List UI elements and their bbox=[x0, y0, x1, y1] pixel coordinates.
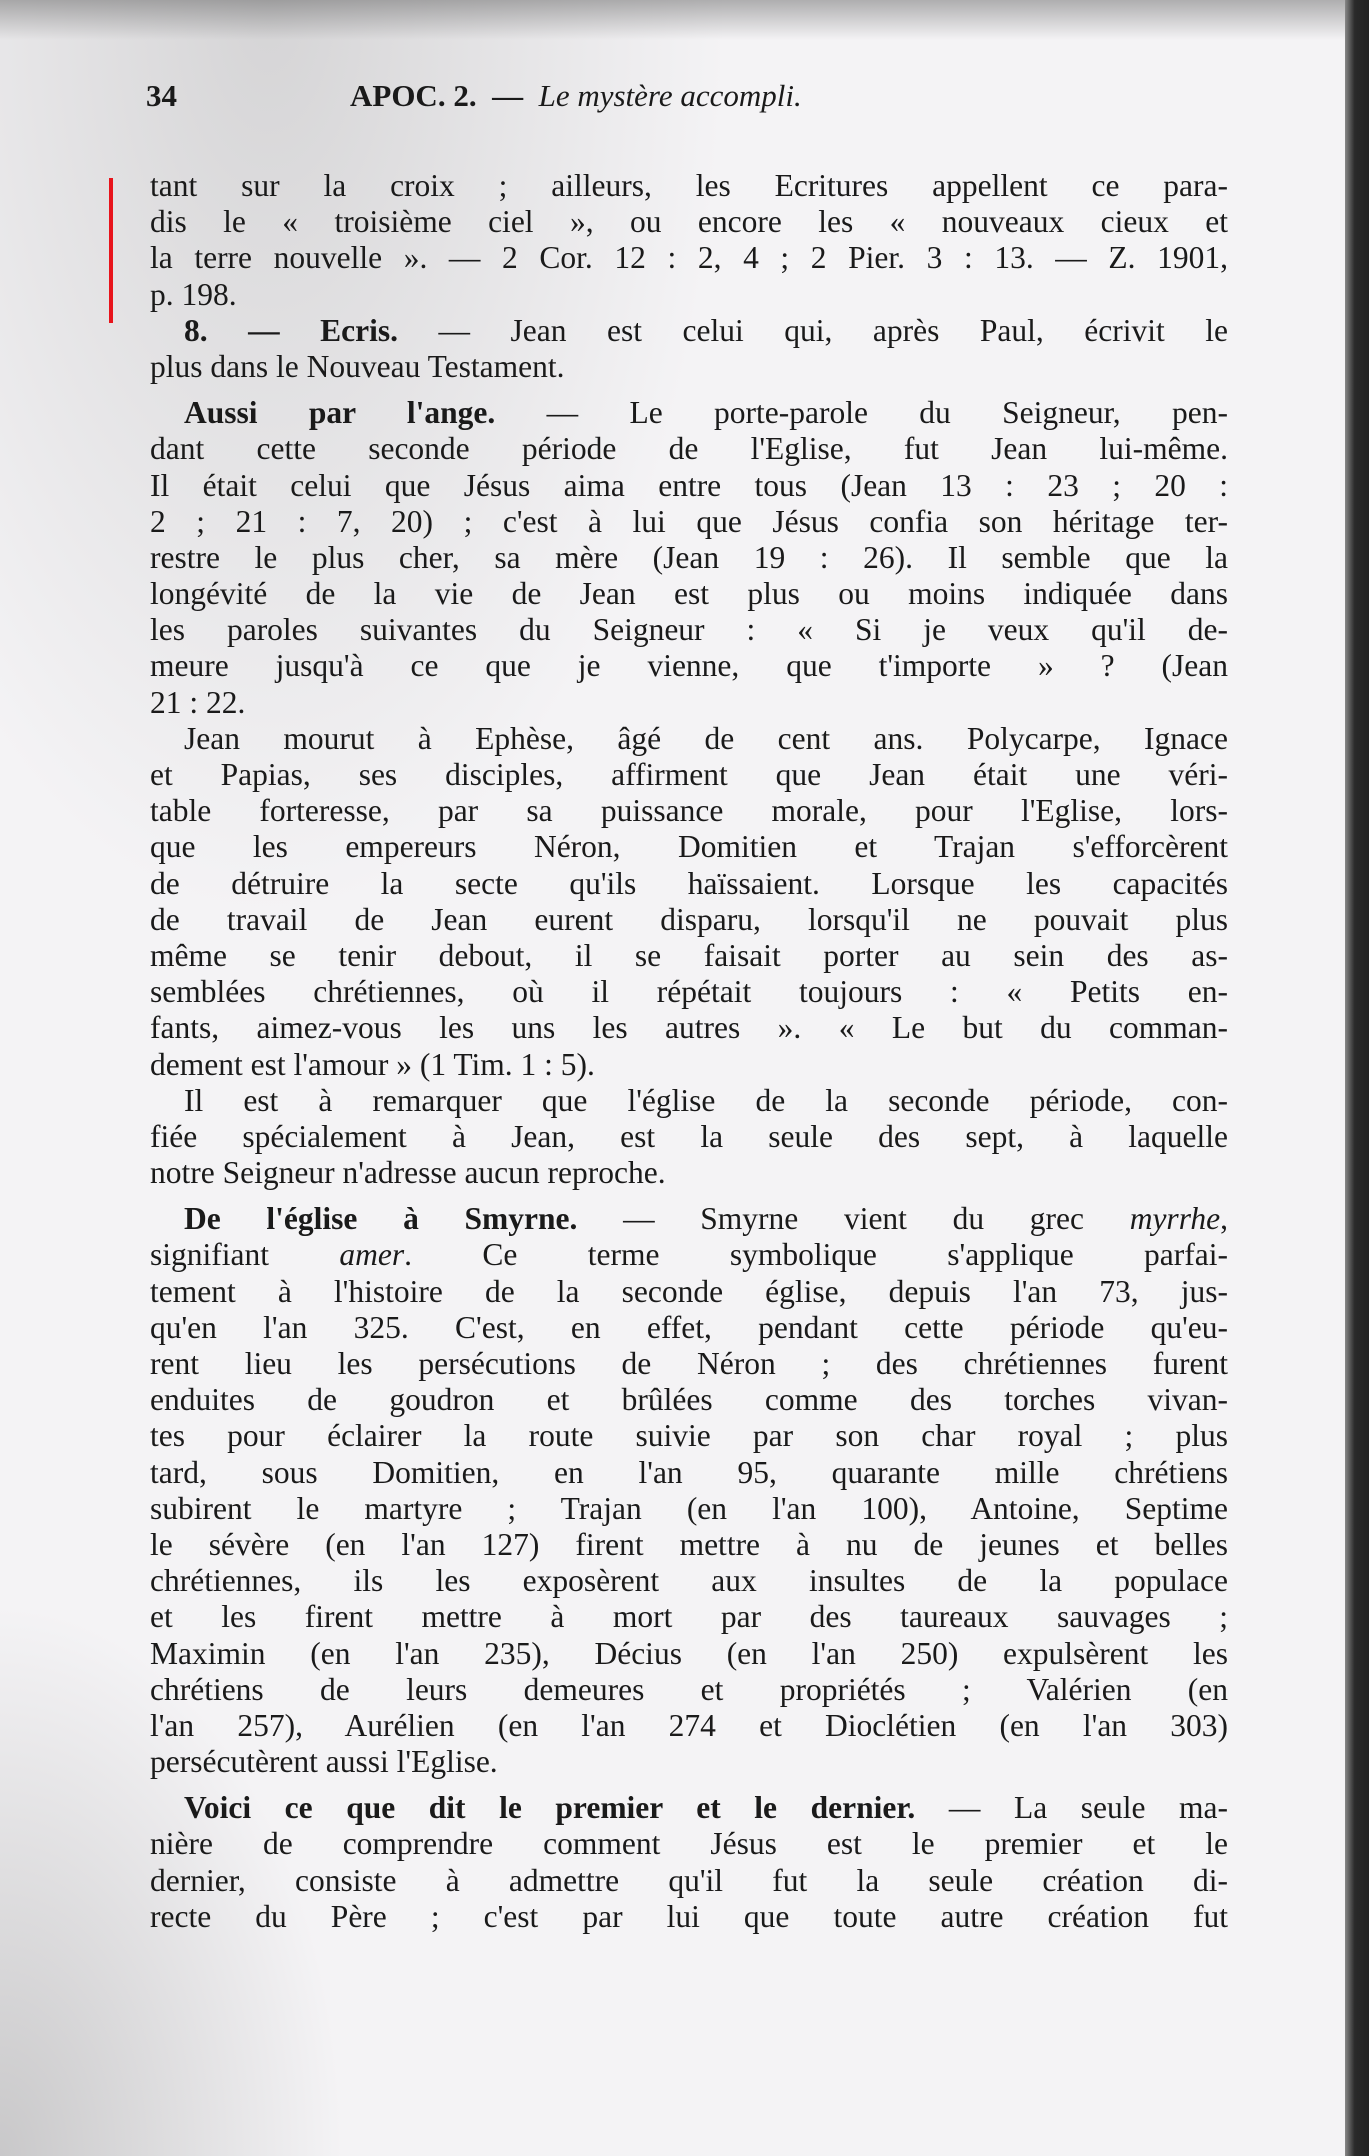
text-line: enduites de goudron et brûlées comme des torches vivan- bbox=[150, 1382, 1228, 1418]
text-line: et Papias, ses disciples, affirment que Jean était une véri- bbox=[150, 757, 1228, 792]
text-line: rent lieu les persécutions de Néron ; des chrétiennes furent bbox=[150, 1346, 1228, 1381]
paragraph-ange bbox=[150, 395, 1228, 721]
text-line bbox=[150, 395, 1228, 431]
text-line: le sévère (en l'an 127) firent mettre à nu de jeunes et belles bbox=[150, 1526, 1228, 1562]
text-line bbox=[150, 1790, 1228, 1826]
text-line: de détruire la secte qu'ils haïssaient. Lorsque les capacités bbox=[150, 865, 1228, 901]
text-line: 2 ; 21 : 7, 20) ; c'est à lui que Jésus confia son héritage ter- bbox=[150, 503, 1228, 539]
text-line bbox=[150, 1237, 1228, 1273]
text-line: 21 : 22. bbox=[150, 684, 246, 720]
paragraph-jean-mourut bbox=[150, 721, 1228, 1083]
text-run: — Smyrne vient du grec bbox=[577, 1201, 1130, 1237]
text-line: même se tenir debout, il se faisait porter au sein des as- bbox=[150, 937, 1228, 973]
page-header bbox=[146, 78, 1236, 118]
text-line: restre le plus cher, sa mère (Jean 19 : 26). Il semble que la bbox=[150, 539, 1228, 575]
text-line: fiée spécialement à Jean, est la seule des sept, à laquelle bbox=[150, 1118, 1228, 1154]
text-line: longévité de la vie de Jean est plus ou moins indiquée dans bbox=[150, 576, 1228, 612]
running-title-book: APOC. 2. bbox=[350, 78, 477, 113]
text-line: de travail de Jean eurent disparu, lorsqu'il ne pouvait plus bbox=[150, 901, 1228, 937]
text-line: tes pour éclairer la route suivie par son char royal ; plus bbox=[150, 1418, 1228, 1454]
text-line: l'an 257), Aurélien (en l'an 274 et Dioclétien (en l'an 303) bbox=[150, 1707, 1228, 1743]
text-line: tard, sous Domitien, en l'an 95, quarante mille chrétiens bbox=[150, 1454, 1228, 1490]
text-line: subirent le martyre ; Trajan (en l'an 100), Antoine, Septime bbox=[150, 1490, 1228, 1526]
paragraph-remarque bbox=[150, 1083, 1228, 1192]
text-line: meure jusqu'à ce que je vienne, que t'importe » ? (Jean bbox=[150, 648, 1228, 684]
text-line: nière de comprendre comment Jésus est le premier et le bbox=[150, 1826, 1228, 1862]
text-run: signifiant bbox=[150, 1237, 340, 1273]
text-run: — Le porte-parole du Seigneur, pen- bbox=[495, 395, 1228, 431]
text-line: persécutèrent aussi l'Eglise. bbox=[150, 1744, 498, 1780]
section-heading: 8. — Ecris. bbox=[184, 312, 399, 348]
text-line: tement à l'histoire de la seconde église, depuis l'an 73, jus- bbox=[150, 1273, 1228, 1309]
text-line: dernier, consiste à admettre qu'il fut la seule création di- bbox=[150, 1862, 1228, 1898]
text-line: dement est l'amour » (1 Tim. 1 : 5). bbox=[150, 1046, 595, 1082]
text-line: la terre nouvelle ». — 2 Cor. 12 : 2, 4 ; 2 Pier. 3 : 13. — Z. 1901, bbox=[150, 240, 1228, 276]
paragraph-continuation bbox=[150, 168, 1228, 313]
text-line: les paroles suivantes du Seigneur : « Si je veux qu'il de- bbox=[150, 612, 1228, 648]
text-line: fants, aimez-vous les uns les autres ». « Le but du comman- bbox=[150, 1010, 1228, 1046]
text-run: — La seule ma- bbox=[915, 1790, 1229, 1826]
running-title-dash: — bbox=[492, 78, 524, 113]
text-line: notre Seigneur n'adresse aucun reproche. bbox=[150, 1155, 666, 1191]
text-run: — Jean est celui qui, après Paul, écrivit le bbox=[398, 312, 1228, 348]
scan-shadow bbox=[0, 0, 1345, 40]
text-line: p. 198. bbox=[150, 276, 237, 312]
text-line: recte du Père ; c'est par lui que toute autre création fut bbox=[150, 1898, 1228, 1934]
margin-mark bbox=[109, 178, 113, 323]
paragraph-smyrne bbox=[150, 1201, 1228, 1780]
text-line: dant cette seconde période de l'Eglise, fut Jean lui-même. bbox=[150, 431, 1228, 467]
text-line: chrétiens de leurs demeures et propriétés ; Valérien (en bbox=[150, 1671, 1228, 1707]
text-line: tant sur la croix ; ailleurs, les Ecritures appellent ce para- bbox=[150, 168, 1228, 203]
text-line: que les empereurs Néron, Domitien et Trajan s'efforcèrent bbox=[150, 829, 1228, 865]
body-text bbox=[150, 168, 1228, 1935]
text-line bbox=[150, 1201, 1228, 1237]
section-heading: Voici ce que dit le premier et le dernier. bbox=[184, 1790, 916, 1826]
text-line: Maximin (en l'an 235), Décius (en l'an 250) expulsèrent les bbox=[150, 1635, 1228, 1671]
section-heading: Aussi par l'ange. bbox=[184, 395, 496, 431]
text-run: . Ce terme symbolique s'applique parfai- bbox=[404, 1237, 1228, 1273]
paragraph-ecris bbox=[150, 313, 1228, 385]
text-line bbox=[150, 313, 1228, 349]
text-line: dis le « troisième ciel », ou encore les « nouveaux cieux et bbox=[150, 204, 1228, 240]
paragraph-premier-dernier bbox=[150, 1790, 1228, 1935]
running-title-subtitle: Le mystère accompli. bbox=[538, 78, 802, 113]
page-edge-shadow bbox=[1345, 0, 1369, 2156]
text-line: Il est à remarquer que l'église de la seconde période, con- bbox=[184, 1082, 1228, 1118]
text-line: plus dans le Nouveau Testament. bbox=[150, 348, 565, 384]
italic-term: myrrhe bbox=[1129, 1201, 1221, 1237]
text-run: , bbox=[1220, 1201, 1228, 1237]
text-line: table forteresse, par sa puissance morale, pour l'Eglise, lors- bbox=[150, 793, 1228, 829]
text-line: chrétiennes, ils les exposèrent aux insultes de la populace bbox=[150, 1563, 1228, 1599]
page-number: 34 bbox=[146, 78, 177, 113]
italic-term: amer bbox=[339, 1237, 405, 1273]
text-line: qu'en l'an 325. C'est, en effet, pendant cette période qu'eu- bbox=[150, 1309, 1228, 1345]
section-heading: De l'église à Smyrne. bbox=[184, 1201, 578, 1237]
running-title bbox=[350, 78, 802, 114]
text-line: et les firent mettre à mort par des taureaux sauvages ; bbox=[150, 1599, 1228, 1635]
text-line: Il était celui que Jésus aima entre tous (Jean 13 : 23 ; 20 : bbox=[150, 467, 1228, 503]
text-line: Jean mourut à Ephèse, âgé de cent ans. Polycarpe, Ignace bbox=[184, 720, 1228, 756]
text-line: semblées chrétiennes, où il répétait toujours : « Petits en- bbox=[150, 974, 1228, 1010]
